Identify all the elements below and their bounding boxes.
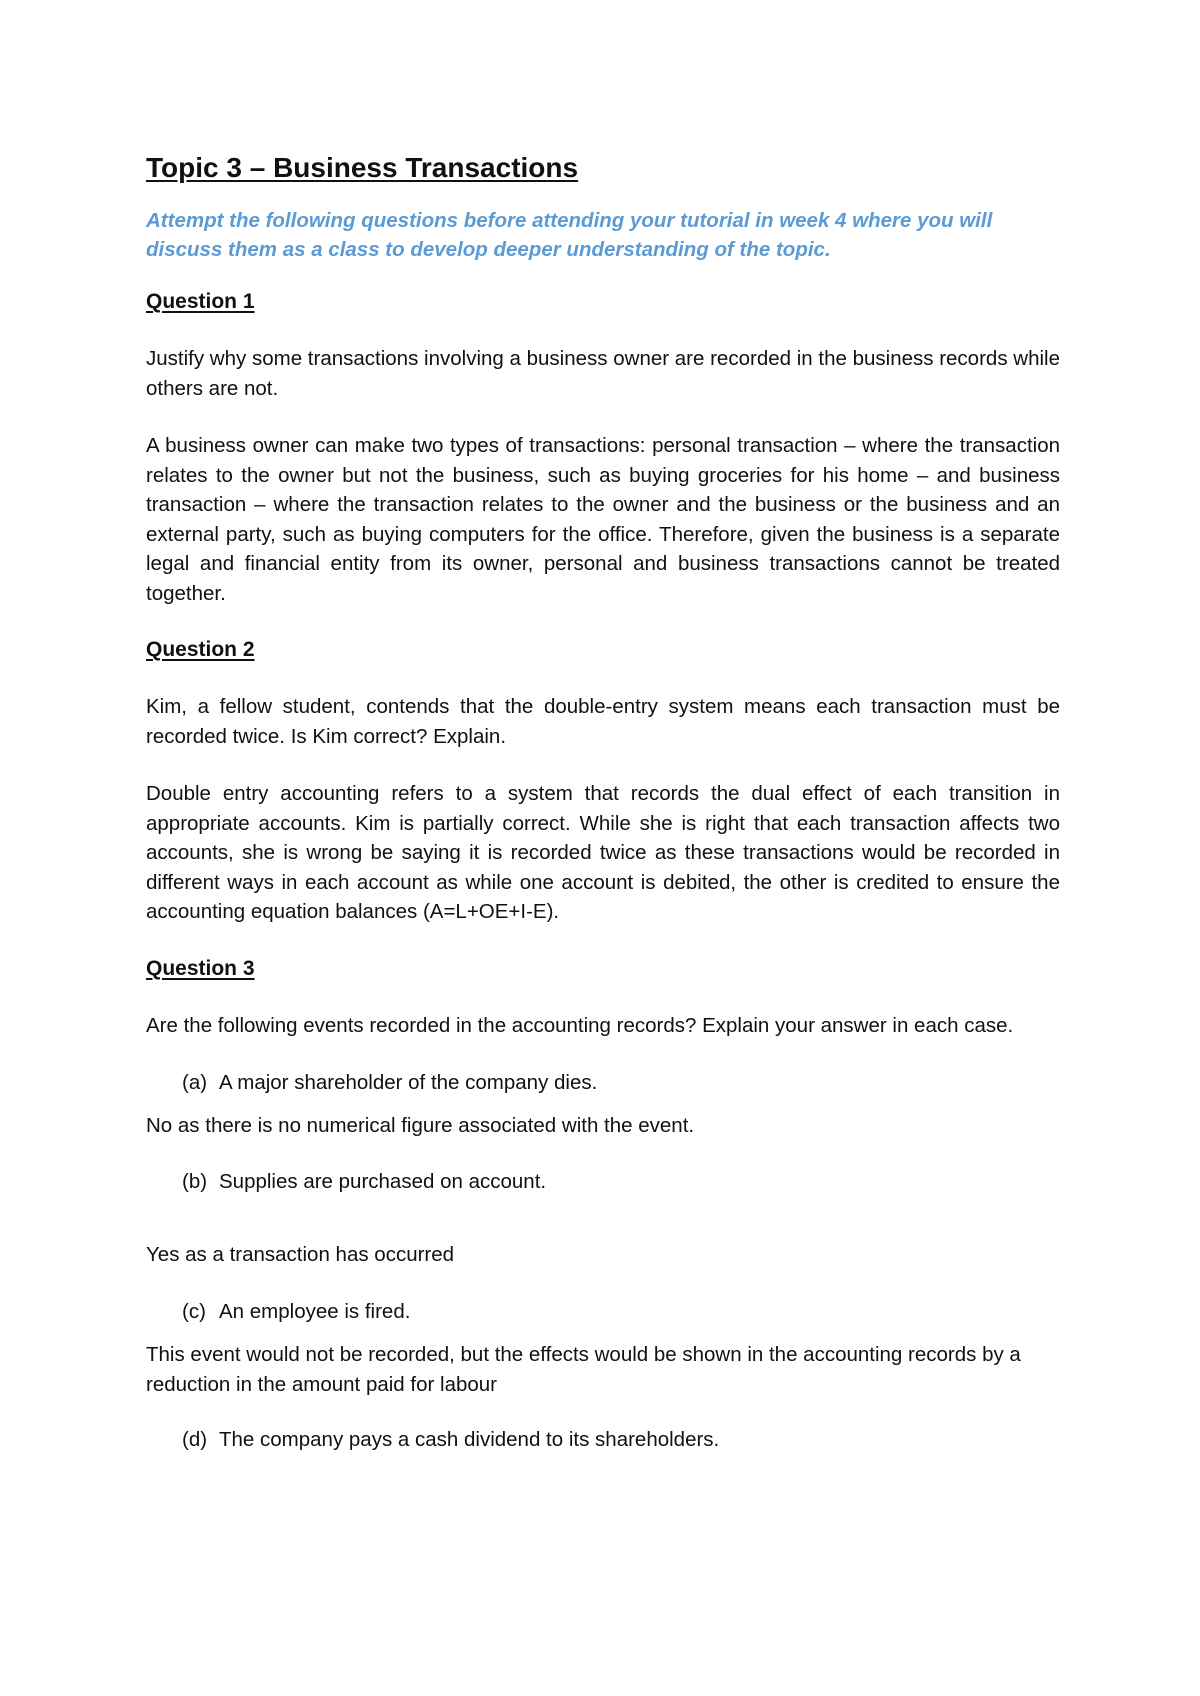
item-answer: No as there is no numerical figure associated with the event. <box>146 1114 695 1137</box>
question-1-answer: A business owner can make two types of transactions: personal transaction – where the transaction relates to the owner but not the business, such as buying groceries for his home – and business transaction – where the transaction relates to the owner and the business or the business and an external party, such as buying computers for the office. Therefore, given the business is a separate legal and financial entity from its owner, personal and business transactions cannot be treated together. <box>146 434 1060 605</box>
item-answer: This event would not be recorded, but the effects would be shown in the accounting records by a reduction in the amount paid for labour <box>146 1343 1021 1396</box>
item-marker: (b) <box>182 1169 208 1193</box>
document-page <box>146 150 1060 1470</box>
page-title: Topic 3 – Business Transactions <box>146 152 579 183</box>
item-text: A major shareholder of the company dies. <box>219 1071 598 1094</box>
list-item <box>146 1167 1060 1196</box>
item-marker: (c) <box>182 1300 206 1323</box>
item-text: Supplies are purchased on account. <box>219 1169 547 1193</box>
question-2-answer: Double entry accounting refers to a system that records the dual effect of each transition in appropriate accounts. Kim is partially correct. While she is right that each transaction affects two accounts, she is wrong be saying it is recorded twice as these transactions would be recorded in different ways in each account as while one account is debited, the other is credited to ensure the accounting equation balances (A=L+OE+I-E). <box>146 782 1060 923</box>
question-3-text: Are the following events recorded in the accounting records? Explain your answer in each case. <box>146 1013 1014 1037</box>
question-3-heading: Question 3 <box>146 956 255 980</box>
item-text: The company pays a cash dividend to its shareholders. <box>219 1428 720 1451</box>
list-item <box>146 1297 1060 1326</box>
item-text: An employee is fired. <box>219 1300 411 1323</box>
question-2-heading: Question 2 <box>146 638 255 661</box>
question-1-text: Justify why some transactions involving a business owner are recorded in the business records while others are not. <box>146 347 1060 400</box>
instructions: Attempt the following questions before attending your tutorial in week 4 where you will discuss them as a class to develop deeper understanding of the topic. <box>146 209 993 261</box>
question-1-heading: Question 1 <box>146 290 255 313</box>
item-marker: (a) <box>182 1071 208 1094</box>
item-marker: (d) <box>182 1428 208 1451</box>
list-item <box>146 1425 1060 1454</box>
question-2-text: Kim, a fellow student, contends that the double-entry system means each transaction must be recorded twice. Is Kim correct? Explain. <box>146 695 1060 748</box>
item-answer: Yes as a transaction has occurred <box>146 1242 455 1266</box>
list-item <box>146 1068 1060 1097</box>
